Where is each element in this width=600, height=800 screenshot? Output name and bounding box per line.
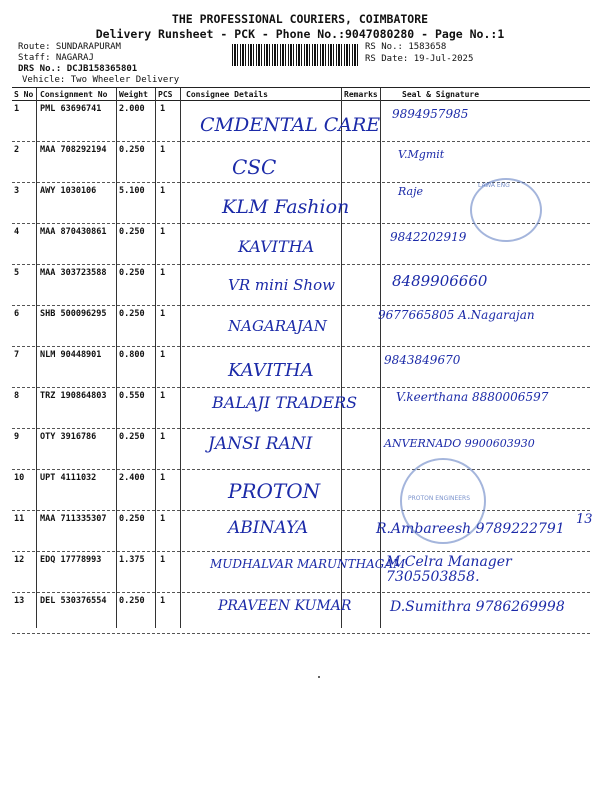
row-consignee-handwritten: NAGARAJAN <box>228 317 327 335</box>
row-signature-handwritten: 8489906660 <box>392 272 488 290</box>
row-divider <box>12 305 590 306</box>
row-weight: 0.250 <box>119 432 145 442</box>
row-signature-handwritten: Raje <box>398 185 424 198</box>
row-consignment-no: SHB 500096295 <box>40 309 107 319</box>
row-sno: 2 <box>14 145 20 155</box>
row-weight: 2.400 <box>119 473 145 483</box>
col-header-remarks: Remarks <box>344 90 378 99</box>
vehicle-label: Vehicle: Two Wheeler Delivery <box>22 75 180 85</box>
row-consignment-no: NLM 90448901 <box>40 350 102 360</box>
row-signature-handwritten: D.Sumithra 9786269998 <box>390 599 565 615</box>
row-consignment-no: EDQ 17778993 <box>40 555 102 565</box>
row-signature-handwritten: V.keerthana 8880006597 <box>396 390 549 404</box>
row-weight: 0.250 <box>119 514 145 524</box>
row-divider <box>12 633 590 634</box>
row-sno: 4 <box>14 227 20 237</box>
row-weight: 2.000 <box>119 104 145 114</box>
row-pcs: 1 <box>160 186 166 196</box>
stamp-text-lawa: LAWA ENG <box>478 182 510 189</box>
row-consignee-handwritten: PRAVEEN KUMAR <box>218 598 352 614</box>
row-consignment-no: TRZ 190864803 <box>40 391 107 401</box>
row-weight: 5.100 <box>119 186 145 196</box>
row-consignment-no: MAA 711335307 <box>40 514 107 524</box>
row-consignment-no: MAA 708292194 <box>40 145 107 155</box>
row-pcs: 1 <box>160 145 166 155</box>
row-sno: 13 <box>14 596 25 606</box>
row-weight: 1.375 <box>119 555 145 565</box>
column-divider <box>341 88 342 628</box>
row-consignee-handwritten: PROTON <box>228 479 321 503</box>
col-header-pcs: PCS <box>158 90 173 99</box>
col-header-consignment: Consignment No <box>40 90 108 99</box>
col-header-consignee: Consignee Details <box>186 90 268 99</box>
row-pcs: 1 <box>160 309 166 319</box>
table-top-border <box>12 87 590 88</box>
row-divider <box>12 346 590 347</box>
row-consignee-handwritten: CMDENTAL CARE <box>200 114 381 136</box>
row-consignee-handwritten: ABINAYA <box>228 518 309 538</box>
row-divider <box>12 428 590 429</box>
row-pcs: 1 <box>160 555 166 565</box>
col-header-sno: S No <box>14 90 34 99</box>
row-consignment-no: MAA 870430861 <box>40 227 107 237</box>
row-divider <box>12 592 590 593</box>
row-divider <box>12 510 590 511</box>
row-consignee-handwritten: JANSI RANI <box>208 434 313 454</box>
column-divider <box>155 88 156 628</box>
row-consignment-no: AWY 1030106 <box>40 186 97 196</box>
row-signature-handwritten: 9894957985 <box>392 107 469 121</box>
row-sno: 1 <box>14 104 20 114</box>
col-header-seal: Seal & Signature <box>402 90 480 99</box>
row-divider <box>12 551 590 552</box>
drs-number: DRS No.: DCJB158365801 <box>18 64 138 74</box>
row-pcs: 1 <box>160 268 166 278</box>
row-sno: 11 <box>14 514 25 524</box>
handwritten-number: 13 <box>576 512 593 527</box>
column-divider <box>36 88 37 628</box>
row-weight: 0.250 <box>119 268 145 278</box>
row-sno: 6 <box>14 309 20 319</box>
col-header-weight: Weight <box>119 90 148 99</box>
row-pcs: 1 <box>160 391 166 401</box>
row-pcs: 1 <box>160 473 166 483</box>
row-consignment-no: OTY 3916786 <box>40 432 97 442</box>
row-pcs: 1 <box>160 514 166 524</box>
route-label: Route: SUNDARAPURAM <box>18 42 121 52</box>
barcode-image <box>232 44 360 66</box>
row-sno: 8 <box>14 391 20 401</box>
column-divider <box>180 88 181 628</box>
row-consignee-handwritten: MUDHALVAR MARUNTHAGAM <box>210 557 406 571</box>
row-consignee-handwritten: KAVITHA <box>238 237 315 256</box>
row-pcs: 1 <box>160 227 166 237</box>
row-consignment-no: DEL 530376554 <box>40 596 107 606</box>
runsheet-subtitle: Delivery Runsheet - PCK - Phone No.:9047080280 - Page No.:1 <box>95 27 505 41</box>
row-signature-handwritten: V.Mgmit <box>398 148 445 161</box>
row-sno: 7 <box>14 350 20 360</box>
row-sno: 3 <box>14 186 20 196</box>
row-signature-handwritten: ANVERNADO 9900603930 <box>384 437 535 450</box>
row-weight: 0.550 <box>119 391 145 401</box>
row-sno: 12 <box>14 555 25 565</box>
staff-label: Staff: NAGARAJ <box>18 53 94 63</box>
company-title: THE PROFESSIONAL COURIERS, COIMBATORE <box>171 12 429 26</box>
row-signature-handwritten: 9677665805 A.Nagarajan <box>378 308 535 322</box>
row-sno: 9 <box>14 432 20 442</box>
row-pcs: 1 <box>160 432 166 442</box>
row-consignee-handwritten: KAVITHA <box>228 360 314 381</box>
rs-date: RS Date: 19-Jul-2025 <box>365 54 474 64</box>
row-pcs: 1 <box>160 596 166 606</box>
row-pcs: 1 <box>160 350 166 360</box>
row-consignment-no: MAA 303723588 <box>40 268 107 278</box>
row-divider <box>12 141 590 142</box>
column-divider <box>380 88 381 628</box>
table-header-border <box>12 100 590 101</box>
rs-number: RS No.: 1583658 <box>365 42 447 52</box>
row-pcs: 1 <box>160 104 166 114</box>
row-divider <box>12 469 590 470</box>
row-signature-handwritten: M.Celra Manager 7305503858. <box>386 554 512 585</box>
row-consignee-handwritten: VR mini Show <box>228 276 335 294</box>
row-sno: 5 <box>14 268 20 278</box>
speck <box>318 676 320 678</box>
row-consignment-no: UPT 4111032 <box>40 473 97 483</box>
row-signature-handwritten: R.Ambareesh 9789222791 <box>376 521 565 537</box>
row-signature-handwritten: 9842202919 <box>390 230 467 244</box>
row-consignee-handwritten: CSC <box>232 155 277 179</box>
column-divider <box>116 88 117 628</box>
row-consignee-handwritten: KLM Fashion <box>222 196 350 218</box>
row-consignee-handwritten: BALAJI TRADERS <box>212 393 358 412</box>
row-weight: 0.250 <box>119 596 145 606</box>
row-divider <box>12 264 590 265</box>
row-weight: 0.250 <box>119 145 145 155</box>
row-sno: 10 <box>14 473 25 483</box>
row-signature-handwritten: 9843849670 <box>384 353 461 367</box>
stamp-text-proton: PROTON ENGINEERS <box>408 495 471 502</box>
row-consignment-no: PML 63696741 <box>40 104 102 114</box>
row-weight: 0.250 <box>119 309 145 319</box>
row-weight: 0.800 <box>119 350 145 360</box>
row-divider <box>12 387 590 388</box>
row-weight: 0.250 <box>119 227 145 237</box>
